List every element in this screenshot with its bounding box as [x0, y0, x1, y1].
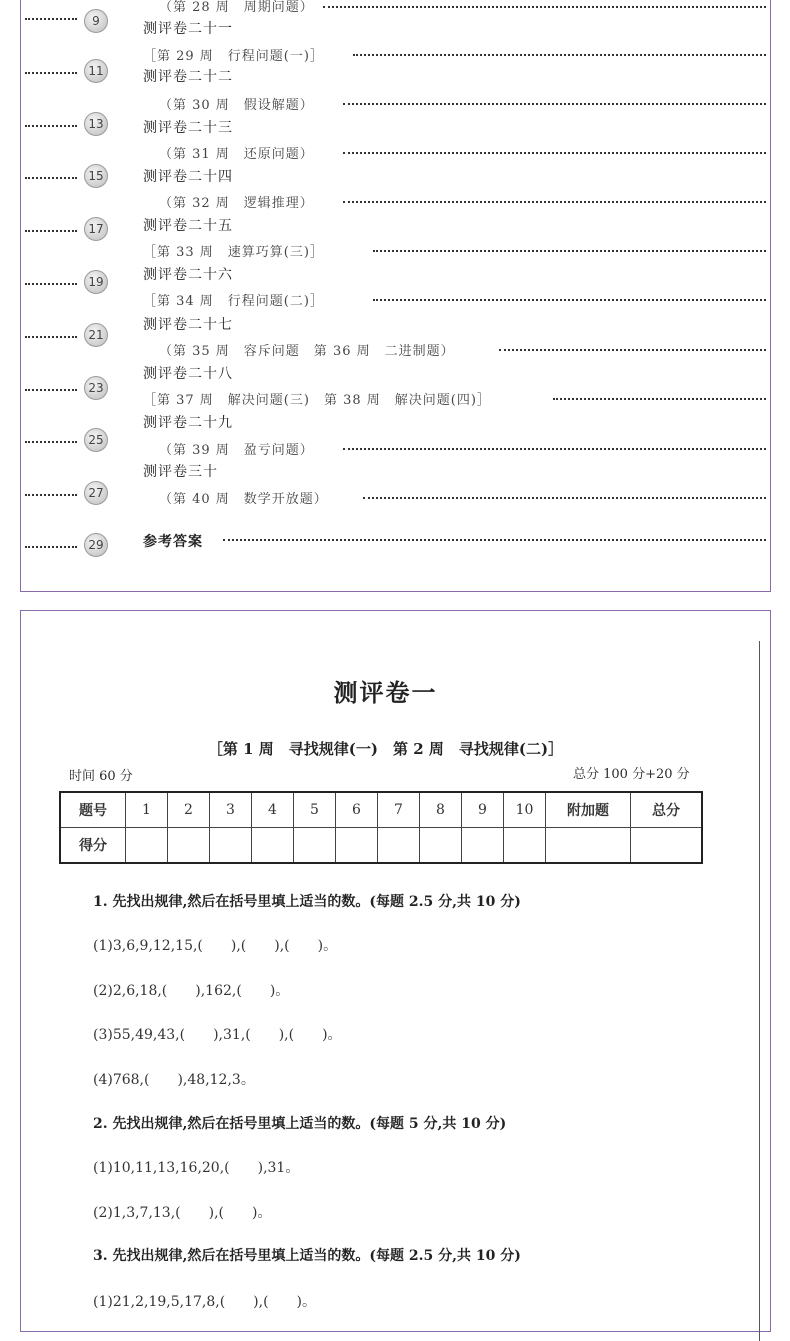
total-score: 总分 100 分+20 分 — [573, 767, 690, 782]
toc-subtitle: （第 30 周 假设解题） — [159, 98, 314, 113]
table-cell: 5 — [294, 792, 336, 828]
question-item: (4)768,( ),48,12,3。 — [93, 1072, 255, 1088]
leader-dots — [343, 201, 766, 203]
toc-title: 测评卷二十一 — [143, 21, 233, 37]
table-cell: 题号 — [60, 792, 126, 828]
question-item: (2)1,3,7,13,( ),( )。 — [93, 1205, 272, 1221]
question-item: (1)21,2,19,5,17,8,( ),( )。 — [93, 1294, 316, 1310]
leader-dots — [25, 494, 77, 496]
question-heading: 1. 先找出规律,然后在括号里填上适当的数。(每题 2.5 分,共 10 分) — [93, 894, 521, 910]
score-cell[interactable] — [378, 828, 420, 864]
toc-subtitle: （第 40 周 数学开放题） — [159, 492, 328, 507]
question-heading: 2. 先找出规律,然后在括号里填上适当的数。(每题 5 分,共 10 分) — [93, 1116, 507, 1132]
toc-subtitle: （第 39 周 盈亏问题） — [159, 443, 314, 458]
page-number-badge: 23 — [84, 376, 108, 400]
exam-subtitle: ［第 1 周 寻找规律(一) 第 2 周 寻找规律(二)］ — [207, 740, 564, 758]
toc-title: 测评卷二十五 — [143, 218, 233, 234]
leader-dots — [25, 125, 77, 127]
score-cell[interactable] — [420, 828, 462, 864]
score-table — [59, 791, 703, 864]
leader-dots — [25, 546, 77, 548]
leader-dots — [25, 336, 77, 338]
leader-dots — [343, 448, 766, 450]
toc-title: 测评卷二十七 — [143, 317, 233, 333]
page-number-badge: 9 — [84, 9, 108, 33]
page-edge-line — [759, 641, 760, 1341]
score-cell[interactable] — [210, 828, 252, 864]
toc-subtitle: ［第 37 周 解决问题(三) 第 38 周 解决问题(四)］ — [143, 393, 491, 408]
toc-title: 测评卷二十八 — [143, 366, 233, 382]
table-cell: 7 — [378, 792, 420, 828]
toc-title: 测评卷二十二 — [143, 69, 233, 85]
leader-dots — [363, 497, 766, 499]
toc-panel — [20, 0, 771, 592]
leader-dots — [353, 54, 766, 56]
table-cell: 总分 — [631, 792, 703, 828]
answers-label: 参考答案 — [143, 534, 203, 550]
table-cell: 4 — [252, 792, 294, 828]
toc-subtitle: （第 31 周 还原问题） — [159, 147, 314, 162]
page-number-badge: 27 — [84, 481, 108, 505]
score-cell[interactable] — [168, 828, 210, 864]
toc-subtitle: （第 28 周 周期问题） — [159, 0, 314, 15]
score-cell[interactable] — [126, 828, 168, 864]
toc-subtitle: ［第 34 周 行程问题(二)］ — [143, 294, 324, 309]
toc-subtitle: （第 35 周 容斥问题 第 36 周 二进制题） — [159, 344, 455, 359]
leader-dots — [223, 539, 766, 541]
score-cell[interactable] — [336, 828, 378, 864]
leader-dots — [25, 441, 77, 443]
score-cell[interactable] — [504, 828, 546, 864]
toc-subtitle: ［第 33 周 速算巧算(三)］ — [143, 245, 324, 260]
time-limit: 时间 60 分 — [69, 769, 133, 784]
table-cell: 附加题 — [546, 792, 631, 828]
score-cell[interactable] — [294, 828, 336, 864]
page-number-badge: 17 — [84, 217, 108, 241]
leader-dots — [343, 152, 766, 154]
toc-title: 测评卷二十四 — [143, 169, 233, 185]
table-cell: 得分 — [60, 828, 126, 864]
toc-title: 测评卷二十三 — [143, 120, 233, 136]
leader-dots — [343, 103, 766, 105]
leader-dots — [499, 349, 766, 351]
leader-dots — [553, 398, 766, 400]
table-cell: 6 — [336, 792, 378, 828]
score-cell[interactable] — [546, 828, 631, 864]
question-item: (1)3,6,9,12,15,( ),( ),( )。 — [93, 938, 338, 954]
leader-dots — [323, 6, 766, 8]
table-cell: 9 — [462, 792, 504, 828]
toc-title: 测评卷二十九 — [143, 415, 233, 431]
toc-subtitle: （第 32 周 逻辑推理） — [159, 196, 314, 211]
question-item: (3)55,49,43,( ),31,( ),( )。 — [93, 1027, 342, 1043]
page-number-badge: 19 — [84, 270, 108, 294]
question-item: (2)2,6,18,( ),162,( )。 — [93, 983, 290, 999]
table-row — [60, 792, 702, 828]
table-cell: 2 — [168, 792, 210, 828]
leader-dots — [25, 283, 77, 285]
table-cell: 8 — [420, 792, 462, 828]
page-number-badge: 25 — [84, 428, 108, 452]
leader-dots — [25, 230, 77, 232]
score-cell[interactable] — [631, 828, 703, 864]
question-item: (1)10,11,13,16,20,( ),31。 — [93, 1160, 300, 1176]
leader-dots — [373, 299, 766, 301]
leader-dots — [25, 72, 77, 74]
page-number-badge: 29 — [84, 533, 108, 557]
page-number-badge: 13 — [84, 112, 108, 136]
score-cell[interactable] — [462, 828, 504, 864]
toc-subtitle: ［第 29 周 行程问题(一)］ — [143, 49, 324, 64]
exam-title: 测评卷一 — [333, 678, 438, 707]
page-number-badge: 11 — [84, 59, 108, 83]
page-number-badge: 21 — [84, 323, 108, 347]
leader-dots — [25, 177, 77, 179]
exam-panel — [20, 610, 771, 1332]
score-cell[interactable] — [252, 828, 294, 864]
leader-dots — [373, 250, 766, 252]
page-number-badge: 15 — [84, 164, 108, 188]
toc-title: 测评卷三十 — [143, 464, 218, 480]
table-cell: 3 — [210, 792, 252, 828]
leader-dots — [25, 389, 77, 391]
question-heading: 3. 先找出规律,然后在括号里填上适当的数。(每题 2.5 分,共 10 分) — [93, 1248, 521, 1264]
leader-dots — [25, 18, 77, 20]
table-cell: 1 — [126, 792, 168, 828]
table-cell: 10 — [504, 792, 546, 828]
toc-title: 测评卷二十六 — [143, 267, 233, 283]
table-row — [60, 828, 702, 864]
